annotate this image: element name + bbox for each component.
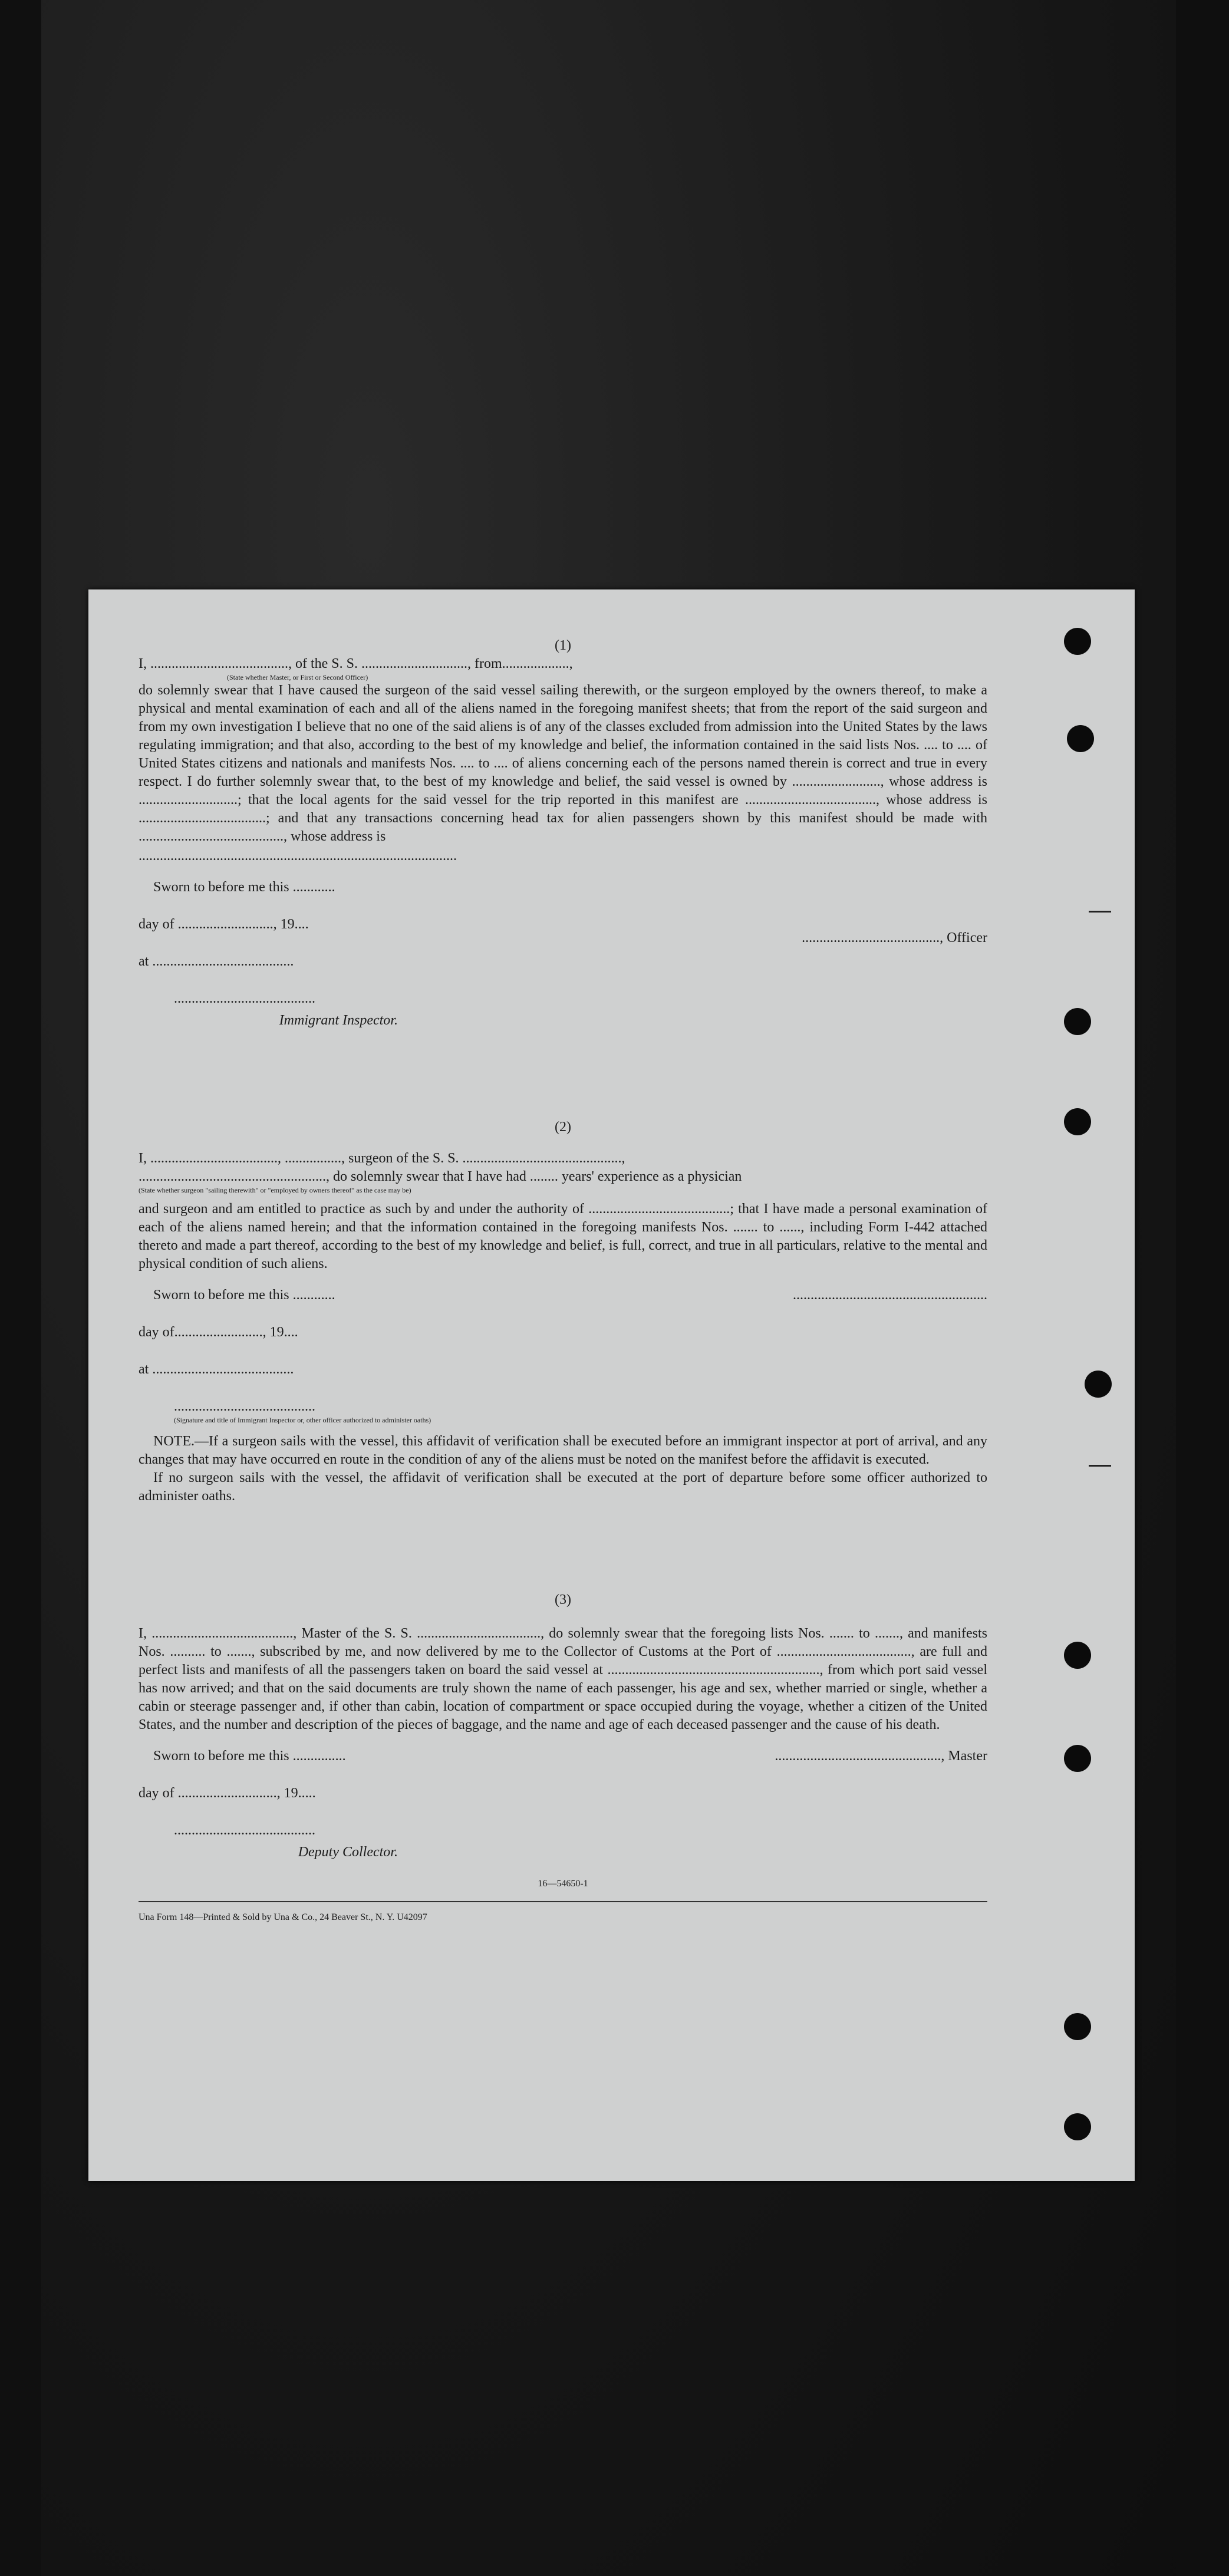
surgeon-signature-line: ....................................................... (793, 1287, 987, 1303)
officer-signature-line: ......................................., Officer (802, 930, 987, 946)
surgeon-experience-line: ....................................................., do solemnly swear that I have had ........ years' experience as a physician (139, 1169, 742, 1184)
film-edge-left (0, 0, 41, 2576)
section-2-signatures (139, 1286, 987, 1424)
note-no-surgeon: If no surgeon sails with the vessel, the affidavit of verification shall be executed at the port of departure before some officer authorized to administer oaths. (139, 1470, 987, 1504)
section-1-number: (1) (555, 638, 571, 653)
master-oath-paragraph: do solemnly swear that I have caused the surgeon of the said vessel sailing therewith, or the surgeon employed by the owners thereof, to make a physical and mental examination of each and all of the aliens named in the foregoing manifest sheets; that from the report of the said surgeon and from my own investigation I believe that no one of the said aliens is of any of the classes excluded from admission into the United States by the laws regulating immigration; and that also, according to the best of my knowledge and belief, the information contained in the said lists Nos. .... to .... of United States citizens and nationals and manifests Nos. .... to .... of aliens concerning each of the persons named therein is correct and true in every respect. I do further solemnly swear that, to the best of my knowledge and belief, the said vessel is owned by ........................., whose address is ............................; that the local agents for the said vessel for the trip reported in this manifest are ....................................., whose address is ....................................; and that any transactions concerning head tax for alien passengers shown by this manifest should be made with ........................................., whose address is (139, 683, 987, 844)
day-line: day of........................., 19.... (139, 1325, 298, 1340)
film-edge-right (1176, 0, 1229, 2576)
collector-signature-line: ........................................ (174, 1823, 315, 1838)
manifest-page (88, 589, 1135, 2181)
immigrant-inspector-label: Immigrant Inspector. (279, 1013, 398, 1028)
margin-tick (1089, 911, 1111, 913)
punch-hole (1064, 1108, 1091, 1135)
punch-hole (1064, 628, 1091, 655)
margin-tick (1089, 1465, 1111, 1467)
punch-hole (1085, 1371, 1112, 1398)
master-signature-line: ..............................................., Master (775, 1748, 987, 1764)
section-2-number: (2) (555, 1119, 571, 1135)
sworn-line: Sworn to before me this ............... (153, 1748, 346, 1764)
separator-dots: .......................................................................................... (139, 848, 457, 864)
section-3-number: (3) (555, 1592, 571, 1607)
sworn-line: Sworn to before me this ............ (153, 1287, 335, 1303)
punch-hole (1064, 2013, 1091, 2040)
section-3-signatures (139, 1747, 987, 1862)
punch-hole (1064, 2113, 1091, 2140)
master-oath-line: I, ......................................., of the S. S. .............................., from..................., (139, 656, 573, 671)
footer-divider (139, 1901, 987, 1902)
at-line: at ........................................ (139, 1362, 294, 1377)
day-line: day of ..........................., 19.... (139, 917, 309, 932)
surgeon-oath-paragraph: and surgeon and am entitled to practice as such by and under the authority of ........................................; that I have made a personal examination of each of the aliens named herein; and that the information contained in the foregoing manifests Nos. ....... to ......, including Form I-442 attached thereto and made a part thereof, according to the best of my knowledge and belief, is full, correct, and true in all particulars, relative to the mental and physical condition of such aliens. (139, 1201, 987, 1271)
sworn-line: Sworn to before me this ............ (153, 879, 335, 895)
at-line: at ........................................ (139, 954, 294, 969)
signature-note: (Signature and title of Immigrant Inspector or, other officer authorized to administer oaths) (174, 1416, 431, 1424)
inspector-signature-line: ........................................ (174, 1399, 315, 1414)
punch-hole (1064, 1642, 1091, 1669)
punch-hole (1064, 1745, 1091, 1772)
note-paragraph: NOTE.—If a surgeon sails with the vessel, this affidavit of verification shall be executed before an immigrant inspector at port of arrival, and any changes that may have occurred en route in the condition of any of the aliens must be noted on the manifest before the affidavit is executed. (139, 1434, 987, 1467)
master-oath-note: (State whether Master, or First or Second Officer) (227, 673, 368, 681)
surgeon-oath-note: (State whether surgeon "sailing therewith" or "employed by owners thereof" as the case may be) (139, 1186, 411, 1194)
punch-hole (1064, 1008, 1091, 1035)
surgeon-oath-line: I, ...................................., ................, surgeon of the S. S. ............................................., (139, 1151, 625, 1166)
deputy-collector-label: Deputy Collector. (298, 1844, 398, 1860)
form-number: 16—54650-1 (538, 1879, 588, 1889)
section-1-signatures (139, 878, 987, 1030)
day-line: day of ............................, 19..... (139, 1786, 316, 1801)
master-manifest-paragraph: I, ........................................, Master of the S. S. ..................................., do solemnly swear that the foregoing lists Nos. ....... to ......., and manifests Nos. .......... to ......., subscribed by me, and now delivered by me to the Collector of Customs at the Port of ......................................, are full and perfect lists and manifests of all the passengers taken on board the said vessel at ............................................................, from which port said vessel has now arrived; and that on the said documents are truly shown the name of each passenger, his age and sex, whether married or single, whether a cabin or steerage passenger and, if other than cabin, location of compartment or space occupied during the voyage, whether a citizen of the United States, and the number and description of the pieces of baggage, and the name and age of each deceased passenger and the cause of his death. (139, 1626, 987, 1732)
affidavit-content (139, 637, 987, 1936)
inspector-signature-line: ........................................ (174, 991, 315, 1006)
printer-footer: Una Form 148—Printed & Sold by Una & Co., 24 Beaver St., N. Y. U42097 (139, 1912, 427, 1922)
punch-hole (1067, 725, 1094, 752)
